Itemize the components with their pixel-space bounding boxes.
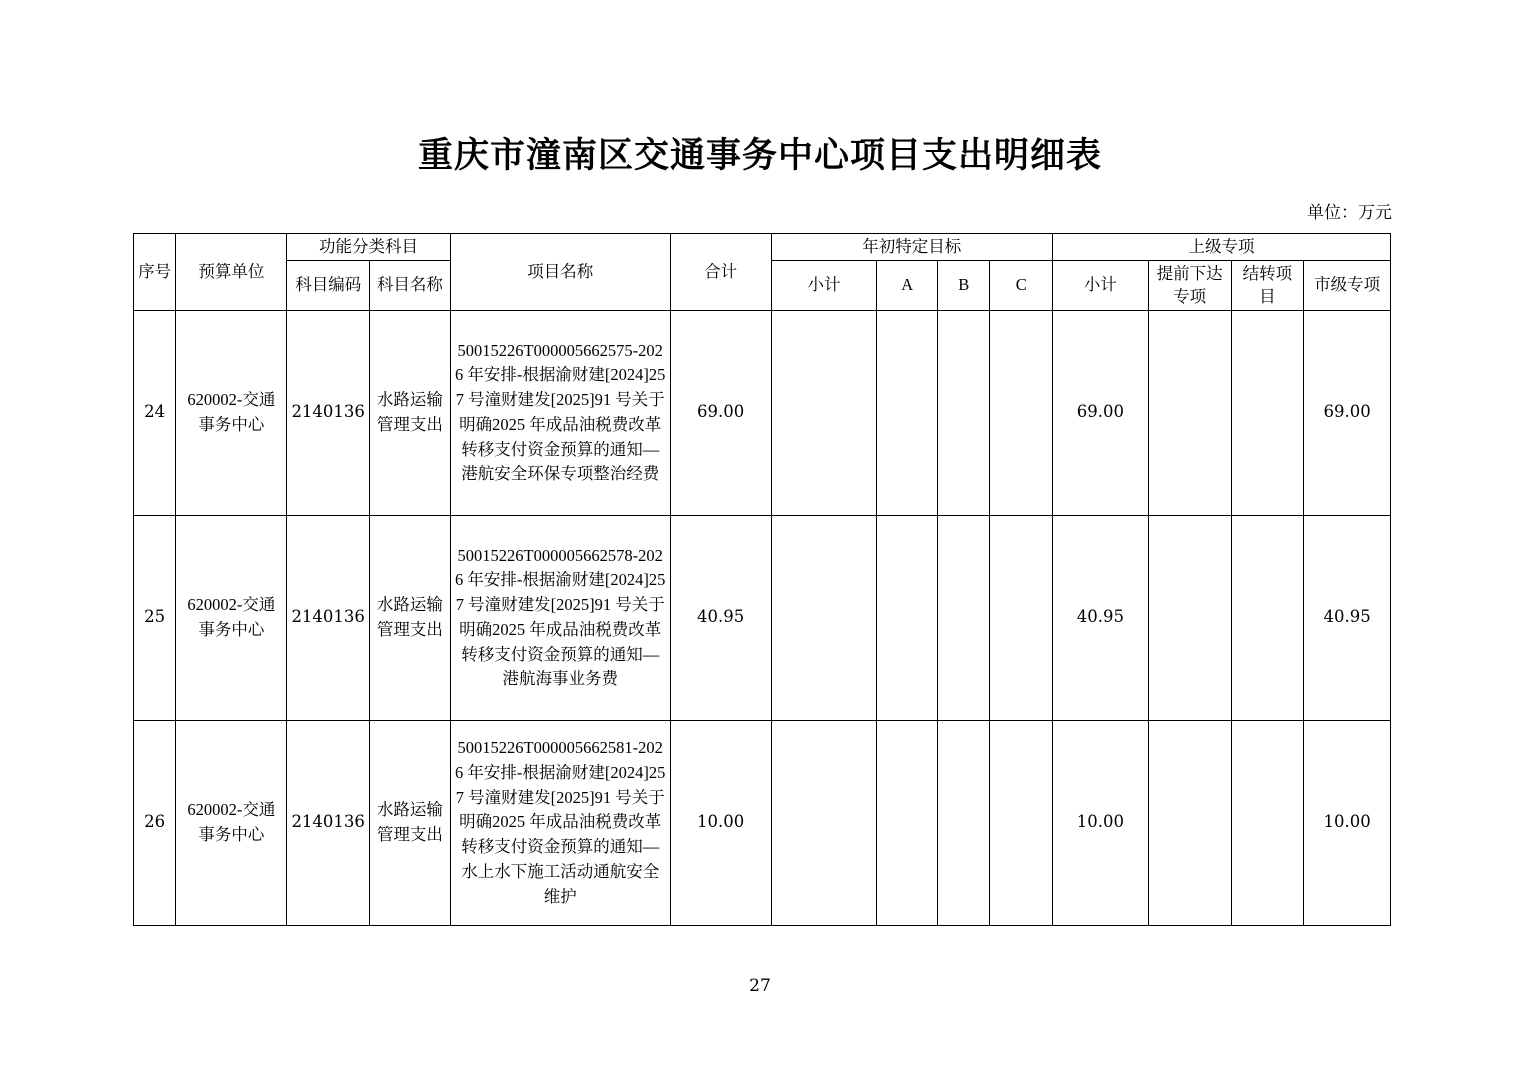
cell-subject-name: 水路运输管理支出 <box>370 310 451 515</box>
cell-subtotal-target <box>771 720 877 925</box>
cell-carryover <box>1231 515 1304 720</box>
column-header-subject-code: 科目编码 <box>287 261 370 311</box>
cell-c <box>990 310 1053 515</box>
cell-carryover <box>1231 720 1304 925</box>
table-row <box>134 515 1391 720</box>
cell-subtotal-special: 10.00 <box>1052 720 1148 925</box>
column-header-a: A <box>877 261 938 311</box>
unit-note: 单位：万元 <box>1307 203 1392 223</box>
cell-advance-special <box>1148 720 1231 925</box>
column-header-city-special: 市级专项 <box>1304 261 1391 311</box>
column-header-total: 合计 <box>670 234 771 311</box>
page-title: 重庆市潼南区交通事务中心项目支出明细表 <box>417 135 1102 176</box>
cell-seq: 24 <box>134 310 176 515</box>
budget-table-container <box>0 223 1520 926</box>
column-header-budget-unit: 预算单位 <box>176 234 287 311</box>
column-header-year-start-target: 年初特定目标 <box>771 234 1052 261</box>
cell-c <box>990 515 1053 720</box>
cell-budget-unit: 620002-交通事务中心 <box>176 310 287 515</box>
cell-city-special: 10.00 <box>1304 720 1391 925</box>
cell-city-special: 69.00 <box>1304 310 1391 515</box>
table-row <box>134 310 1391 515</box>
cell-budget-unit: 620002-交通事务中心 <box>176 720 287 925</box>
cell-subject-code: 2140136 <box>287 515 370 720</box>
cell-c <box>990 720 1053 925</box>
cell-subtotal-special: 40.95 <box>1052 515 1148 720</box>
column-header-subject-name: 科目名称 <box>370 261 451 311</box>
cell-advance-special <box>1148 310 1231 515</box>
cell-project-name: 50015226T000005662578-2026 年安排-根据渝财建[2024]257 号潼财建发[2025]91 号关于明确2025 年成品油税费改革转移支付资金预算的通知—港航海事业务费 <box>450 515 670 720</box>
column-header-c: C <box>990 261 1053 311</box>
cell-advance-special <box>1148 515 1231 720</box>
cell-subject-name: 水路运输管理支出 <box>370 515 451 720</box>
column-header-upper-special: 上级专项 <box>1052 234 1390 261</box>
table-row <box>134 720 1391 925</box>
cell-a <box>877 720 938 925</box>
cell-subtotal-target <box>771 515 877 720</box>
cell-b <box>937 720 989 925</box>
cell-subject-code: 2140136 <box>287 720 370 925</box>
cell-total: 40.95 <box>670 515 771 720</box>
column-header-carryover: 结转项目 <box>1231 261 1304 311</box>
column-header-advance-special: 提前下达专项 <box>1148 261 1231 311</box>
column-header-seq-label: 序号 <box>138 261 172 281</box>
cell-city-special: 40.95 <box>1304 515 1391 720</box>
cell-subject-code: 2140136 <box>287 310 370 515</box>
cell-project-name: 50015226T000005662575-2026 年安排-根据渝财建[2024]257 号潼财建发[2025]91 号关于明确2025 年成品油税费改革转移支付资金预算的通知—港航安全环保专项整治经费 <box>450 310 670 515</box>
column-header-subtotal-target: 小计 <box>771 261 877 311</box>
column-header-subtotal-special: 小计 <box>1052 261 1148 311</box>
cell-b <box>937 310 989 515</box>
cell-total: 10.00 <box>670 720 771 925</box>
page-number: 27 <box>749 976 771 996</box>
cell-total: 69.00 <box>670 310 771 515</box>
table-header-row-group <box>134 234 1391 261</box>
cell-seq: 26 <box>134 720 176 925</box>
cell-seq: 25 <box>134 515 176 720</box>
cell-a <box>877 310 938 515</box>
cell-carryover <box>1231 310 1304 515</box>
column-header-b: B <box>937 261 989 311</box>
cell-a <box>877 515 938 720</box>
column-header-project-name: 项目名称 <box>450 234 670 311</box>
cell-b <box>937 515 989 720</box>
cell-project-name: 50015226T000005662581-2026 年安排-根据渝财建[2024]257 号潼财建发[2025]91 号关于明确2025 年成品油税费改革转移支付资金预算的通知—水上水下施工活动通航安全维护 <box>450 720 670 925</box>
cell-subtotal-target <box>771 310 877 515</box>
cell-budget-unit: 620002-交通事务中心 <box>176 515 287 720</box>
column-header-seq <box>134 234 176 311</box>
cell-subtotal-special: 69.00 <box>1052 310 1148 515</box>
cell-subject-name: 水路运输管理支出 <box>370 720 451 925</box>
column-header-function-class: 功能分类科目 <box>287 234 450 261</box>
budget-table <box>133 233 1391 926</box>
